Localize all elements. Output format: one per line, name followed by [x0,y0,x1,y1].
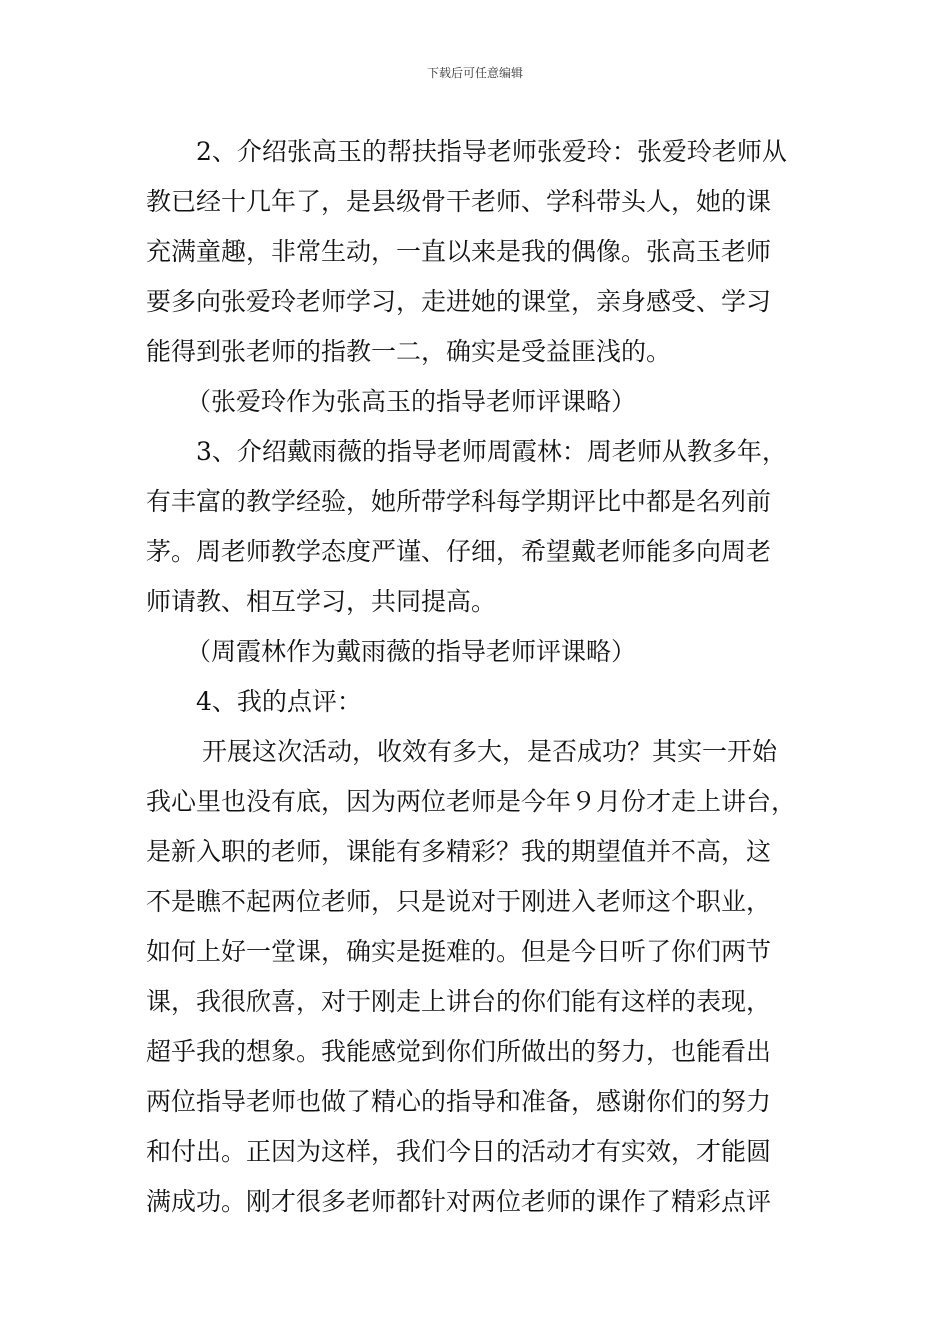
paragraph-line: 超乎我的想象。我能感觉到你们所做出的努力，也能看出 [146,1037,772,1066]
paragraph-line: 如何上好一堂课，确实是挺难的。但是今日听了你们两节 [146,937,772,966]
paragraph-line: 不是瞧不起两位老师，只是说对于刚进入老师这个职业， [146,887,772,916]
paragraph-line: 我心里也没有底，因为两位老师是今年９月份才走上讲台， [146,787,797,816]
paragraph-line: 2、介绍张高玉的帮扶指导老师张爱玲：张爱玲老师从 [196,137,787,166]
paragraph-line: 4、我的点评： [196,687,362,716]
paragraph-line: 茅。周老师教学态度严谨、仔细，希望戴老师能多向周老 [146,537,772,566]
paragraph-line: 要多向张爱玲老师学习，走进她的课堂，亲身感受、学习 [146,287,772,316]
paragraph-line: 能得到张老师的指教一二，确实是受益匪浅的。 [146,337,672,366]
paragraph-line: 满成功。刚才很多老师都针对两位老师的课作了精彩点评 [146,1187,772,1216]
paragraph-line: 有丰富的教学经验，她所带学科每学期评比中都是名列前 [146,487,772,516]
document-body [146,127,808,1227]
paragraph-line: 充满童趣，非常生动，一直以来是我的偶像。张高玉老师 [146,237,772,266]
paragraph-line: 师请教、相互学习，共同提高。 [146,587,497,616]
page-header: 下载后可任意编辑 [426,66,523,80]
paragraph-line: 和付出。正因为这样，我们今日的活动才有实效，才能圆 [146,1137,772,1166]
paragraph-line: （张爱玲作为张高玉的指导老师评课略） [186,387,637,416]
paragraph-line: 3、介绍戴雨薇的指导老师周霞林：周老师从教多年， [196,437,787,466]
paragraph-line: 教已经十几年了，是县级骨干老师、学科带头人，她的课 [146,187,772,216]
paragraph-line: 两位指导老师也做了精心的指导和准备，感谢你们的努力 [146,1087,772,1116]
paragraph-line: 开展这次活动，收效有多大，是否成功？其实一开始 [202,737,778,766]
paragraph-line: （周霞林作为戴雨薇的指导老师评课略） [186,637,637,666]
paragraph-line: 是新入职的老师，课能有多精彩？我的期望值并不高，这 [146,837,772,866]
paragraph-line: 课，我很欣喜，对于刚走上讲台的你们能有这样的表现， [146,987,772,1016]
